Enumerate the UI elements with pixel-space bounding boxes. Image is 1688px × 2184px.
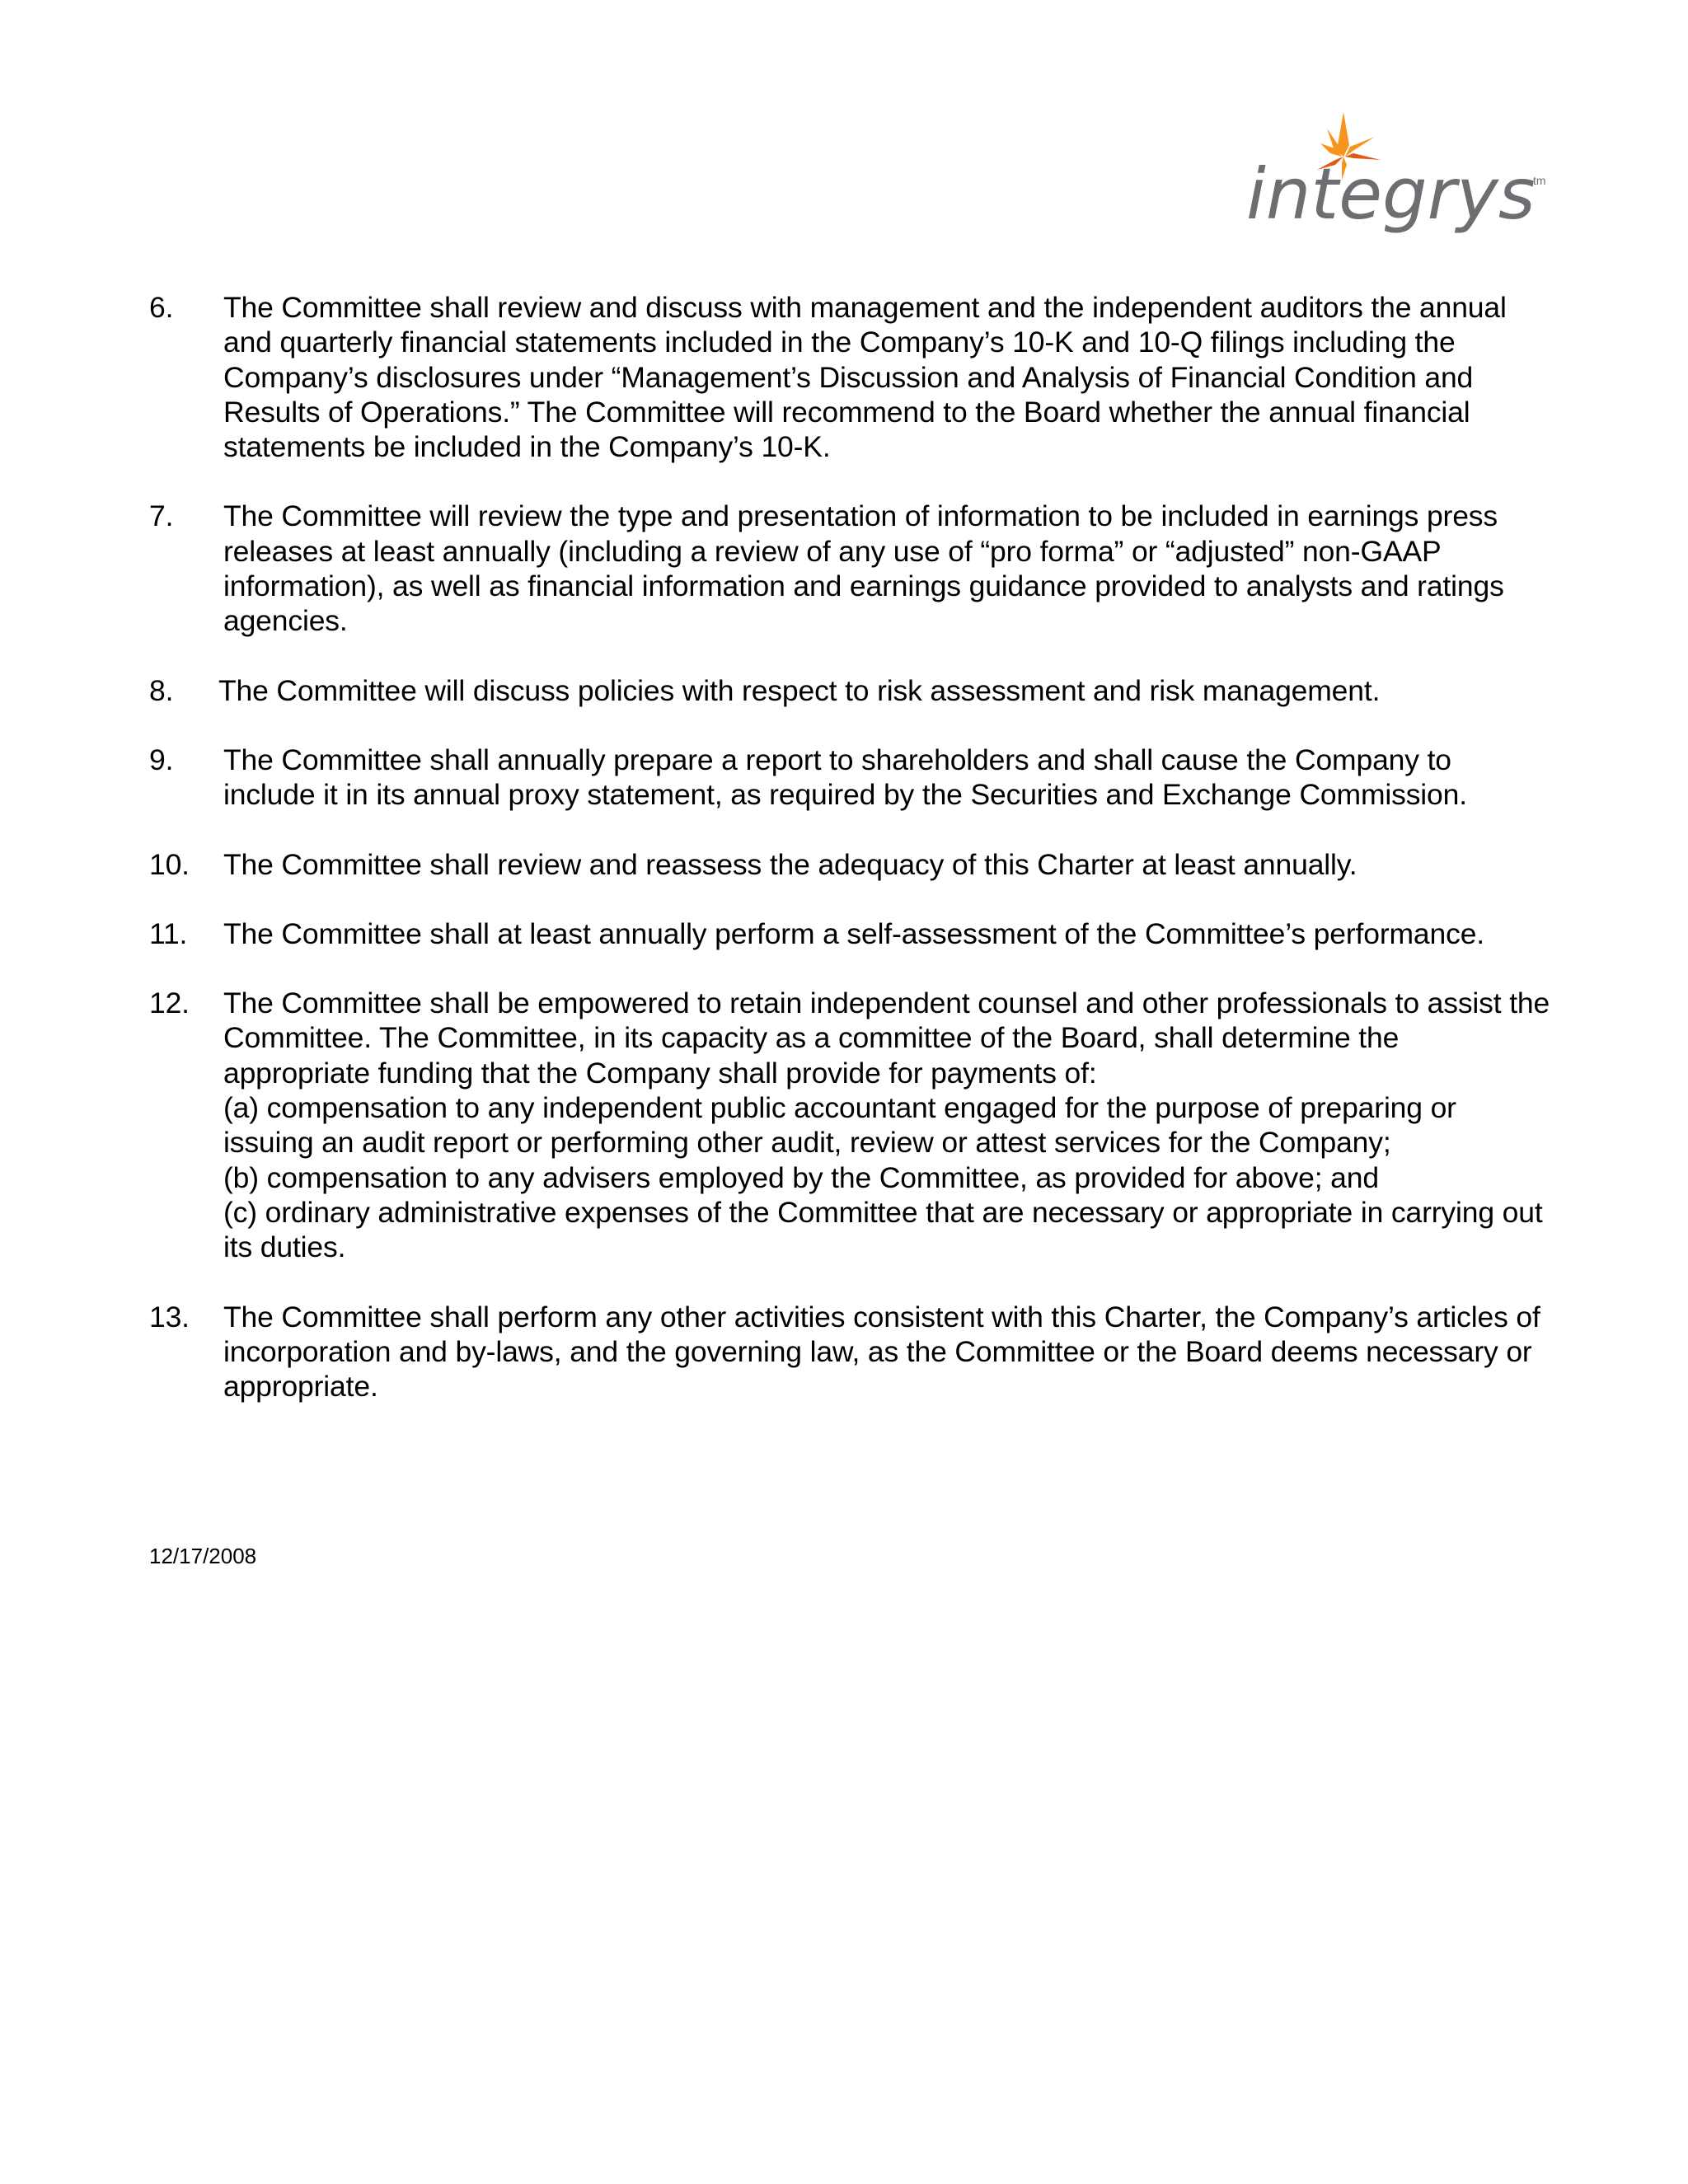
item-paragraph: The Committee shall at least annually perform a self-assessment of the Committee’s performance. <box>223 916 1485 950</box>
item-number: 13. <box>149 1300 190 1333</box>
item-text <box>223 290 1550 464</box>
item-paragraph: The Committee will review the type and presentation of information to be included in earnings press releases at least annually (including a review of any use of “pro forma” or “adjusted” non-GAAP information), as well as financial information and earnings guidance provided to analysts and ratings agencies. <box>223 499 1504 638</box>
item-number: 11. <box>149 916 188 950</box>
item-paragraph: The Committee shall review and reassess the adequacy of this Charter at least annually. <box>223 847 1357 881</box>
item-subparagraph-a: (a) compensation to any independent public accountant engaged for the purpose of preparing or issuing an audit report or performing other audit, review or attest services for the Company; <box>223 1091 1456 1160</box>
list-item <box>149 1300 1550 1404</box>
list-item <box>149 916 1550 951</box>
item-number: 9. <box>149 743 174 776</box>
item-text <box>218 673 1550 708</box>
item-number: 10. <box>149 847 190 881</box>
list-item <box>149 986 1550 1264</box>
item-text <box>223 916 1550 951</box>
item-paragraph: The Committee shall perform any other activities consistent with this Charter, the Company’s articles of incorporation and by-laws, and the governing law, as the Committee or the Board deems necessary or appropriate. <box>223 1300 1540 1404</box>
item-paragraph: The Committee will discuss policies with respect to risk assessment and risk management. <box>218 673 1381 707</box>
trademark-symbol: tm <box>1533 174 1546 187</box>
list-item <box>149 743 1550 813</box>
item-number: 6. <box>149 291 174 324</box>
item-number: 8. <box>149 673 174 707</box>
item-subparagraph-b: (b) compensation to any advisers employed by the Committee, as provided for above; and <box>223 1160 1379 1194</box>
list-item <box>149 499 1550 638</box>
integrys-logo-graphic <box>1245 105 1558 246</box>
list-item <box>149 673 1550 708</box>
item-number: 7. <box>149 499 174 533</box>
list-item <box>149 290 1550 464</box>
item-paragraph: The Committee shall annually prepare a report to shareholders and shall cause the Company to include it in its annual proxy statement, as required by the Securities and Exchange Commission. <box>223 743 1467 812</box>
item-text <box>223 847 1550 882</box>
charter-items-list <box>149 290 1550 1438</box>
item-number: 12. <box>149 987 190 1020</box>
item-paragraph: The Committee shall be empowered to retain independent counsel and other professionals to assist the Committee. The Committee, in its capacity as a committee of the Board, shall determine the appropriate funding that the Company shall provide for payments of: <box>223 987 1550 1090</box>
item-text <box>223 743 1550 813</box>
item-text <box>223 499 1550 638</box>
item-text <box>223 1300 1550 1404</box>
item-text <box>223 986 1550 1264</box>
integrys-wordmark: integrys <box>1246 153 1536 236</box>
integrys-logo <box>1245 105 1558 246</box>
list-item <box>149 847 1550 882</box>
document-date: 12/17/2008 <box>149 1544 257 1568</box>
item-subparagraph-c: (c) ordinary administrative expenses of the Committee that are necessary or appropriate in carrying out its duties. <box>223 1195 1543 1264</box>
item-paragraph: The Committee shall review and discuss with management and the independent auditors the annual and quarterly financial statements included in the Company’s 10-K and 10-Q filings including the Company’s disclosures under “Management’s Discussion and Analysis of Financial Condition and Results of Operations.” The Committee will recommend to the Board whether the annual financial statements be included in the Company’s 10-K. <box>223 291 1507 464</box>
